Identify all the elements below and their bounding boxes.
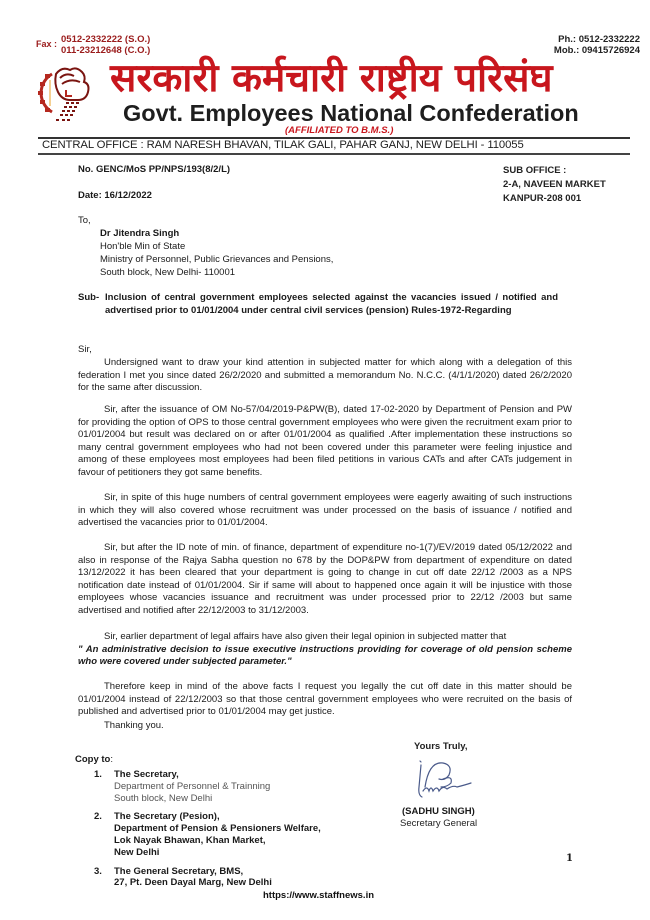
fax-line-co: 011-23212648 (C.O.) [61,45,151,56]
subject-label: Sub- [78,292,100,303]
copy-to-line: Department of Personnel & Trainning [114,780,271,792]
copy-to-line: Department of Pension & Pensioners Welfare, [114,823,321,835]
copy-to-line: South block, New Delhi [114,792,213,804]
to-label: To, [78,215,91,226]
central-office-address: CENTRAL OFFICE : RAM NARESH BHAVAN, TILAK GALI, PAHAR GANJ, NEW DELHI - 110055 [42,139,524,151]
legal-opinion-quote: " An administrative decision to issue executive instructions providing for coverage of old pension scheme who were covered under subjected parameter." [78,643,572,668]
valediction: Yours Truly, [414,741,468,752]
org-name-hindi: सरकारी कर्मचारी राष्ट्रीय परिसंघ [110,56,553,101]
subject-text: Inclusion of central government employees selected against the vacancies issued / notified and advertised prior to 01/01/2004 under central civil services (pension) Rules-1972-Regarding [105,292,558,316]
source-watermark-link[interactable]: https://www.staffnews.in [263,890,375,901]
body-paragraph [78,492,572,530]
copy-to-list [94,769,321,896]
fist-gear-logo-icon [36,60,96,126]
copy-to-number: 3. [94,865,102,877]
body-paragraph [78,404,572,480]
recipient-address [100,227,333,279]
copy-to-number: 2. [94,811,102,823]
recipient-line: South block, New Delhi- 110001 [100,267,236,278]
sub-office-line: 2-A, NAVEEN MARKET [503,179,606,190]
copy-to-line: The Secretary, [114,769,179,780]
copy-to-line: The Secretary (Pesion), [114,811,220,823]
sub-office-line: KANPUR-208 001 [503,193,582,204]
paragraph-text: Sir, but after the ID note of min. of finance, department of expenditure no-1(7)/EV/2019 dated 05/12/2022 and also in response of the Rajya Sabha question no 678 by the DOP&PW from department of expenditure on dated 13/12/2022 it has been cleared that your department is going to change in cut off date 22/12 /2003 as a NPS notification date instead of 01/01/2004. Sir if same will about to happened once again it will be injustice with those employees whose vacancies issuance and recruitment was under processed prior to 22/12 /2003 but same advertised and notified after 22/12/2003 to 31/12/2003. [78,542,572,616]
handwritten-signature-icon [413,757,477,801]
fax-lines [61,34,150,56]
recipient-line: Ministry of Personnel, Public Grievances and Pensions, [100,254,334,265]
copy-to-item [94,769,321,804]
fax-numbers [36,34,150,56]
body-paragraph [78,357,572,395]
copy-to-line: The General Secretary, BMS, [114,865,244,877]
phone-numbers [554,34,640,56]
affiliation: (AFFILIATED TO B.M.S.) [285,125,394,136]
copy-to-line: Lok Nayak Bhawan, Khan Market, [114,834,266,846]
copy-to-item [94,811,321,858]
copy-to-label [75,754,113,765]
body-paragraph [78,681,572,719]
sub-office-line: SUB OFFICE : [503,165,567,176]
recipient-line: Hon'ble Min of State [100,241,186,252]
phone-line: Ph.: 0512-2332222 [558,34,640,45]
fax-label: Fax : [36,39,58,49]
copy-to-item [94,866,321,890]
closing-line: Thanking you. [104,720,164,731]
paragraph-text: Sir, in spite of this huge numbers of central government employees were eagerly awaiting of such instructions in which they will also covered whose recruitment was under processed on the basis of issuance / notified and advertised the vacancies prior to 01/01/2004. [78,492,572,529]
header-divider-bottom [38,153,630,155]
fax-line-so: 0512-2332222 (S.O.) [61,34,151,45]
paragraph-text: Sir, earlier department of legal affairs have also given their legal opinion in subjected matter that [104,631,507,642]
paragraph-text: Undersigned want to draw your kind attention in subjected matter for which along with a delegation of this federation I met you since dated 26/2/2020 and submitted a memorandum No. N.C.C. (4/1/1/2020) dated 26/2/2020 for the same after discussion. [78,357,572,394]
copy-to-colon: : [110,754,113,765]
mobile-line: Mob.: 09415726924 [553,45,640,56]
body-paragraph-legal-opinion [78,631,572,669]
paragraph-text: Therefore keep in mind of the above facts I request you legally the cut off date in this matter should be 01/01/2004 instead of 22/12/2003 so that those central government employees who were recruited on the basis of published and advertised prior to 01/01/2004 may get justice. [78,681,572,718]
reference-number: No. GENC/MoS PP/NPS/193(8/2/L) [78,164,231,175]
subject-line [78,291,558,317]
copy-to-number: 1. [94,769,102,780]
copy-to-line: New Delhi [114,846,160,858]
paragraph-text: Sir, after the issuance of OM No-57/04/2019-P&PW(B), dated 17-02-2020 by Department of Pension and PW for providing the option of OPS to those central government employees who were given the recruitment exam prior to 01/01/2004 but result was declared on or after 01/01/2004 as qualified .After implementation these instructions so many central government employees who had not been covered under this parameter were feeling injustice and among of these employees most employees had been filed petitions in various CATs and after CATs judgement in favour of petitioners they got same benefits. [78,404,572,478]
letter-date: Date: 16/12/2022 [78,190,152,201]
salutation: Sir, [78,344,92,355]
page-number: 1 [566,853,573,864]
copy-to-line: 27, Pt. Deen Dayal Marg, New Delhi [114,877,272,889]
org-name-english: Govt. Employees National Confederation [123,100,579,126]
signer-name: (SADHU SINGH) [402,806,475,817]
body-paragraph [78,542,572,618]
signer-title: Secretary General [400,818,478,829]
recipient-name: Dr Jitendra Singh [100,228,180,239]
sub-office-address [503,164,606,206]
copy-to-label-text: Copy to [75,754,111,765]
